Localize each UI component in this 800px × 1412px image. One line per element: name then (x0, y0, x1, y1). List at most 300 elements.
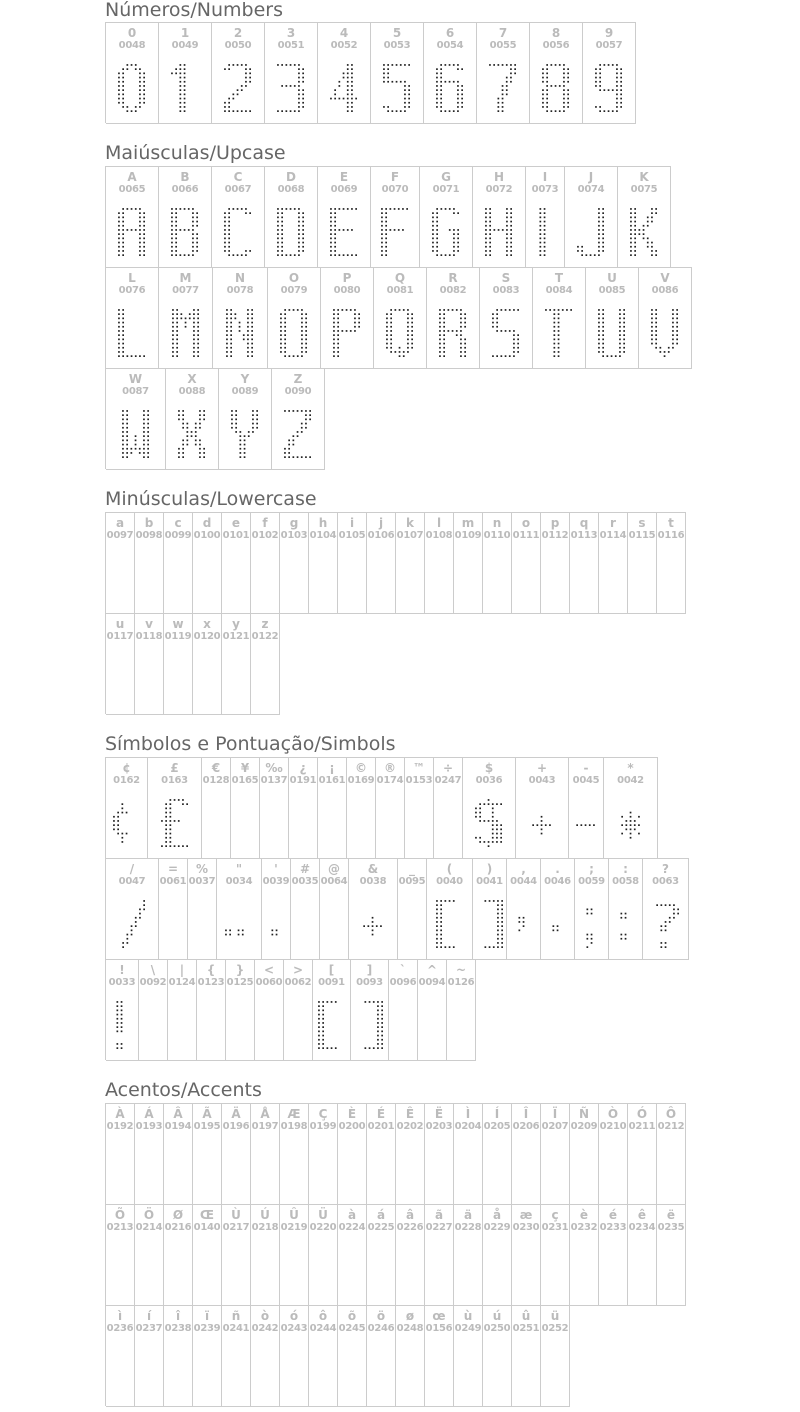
glyph-dot (598, 334, 600, 336)
glyph-char-label: ] (366, 963, 373, 977)
glyph-cell (396, 513, 425, 614)
glyph-dot (458, 229, 460, 231)
glyph-preview-empty (338, 553, 366, 607)
glyph-dot (252, 322, 254, 324)
glyph-dot (432, 212, 434, 214)
glyph-dot (664, 921, 666, 923)
glyph-dot (651, 343, 653, 345)
glyph-code-label: 0045 (572, 775, 600, 786)
glyph-dot (448, 330, 450, 332)
glyph-dot (490, 254, 492, 256)
glyph-dot (187, 439, 189, 441)
glyph-dot (237, 254, 239, 256)
glyph-dot (480, 841, 482, 843)
glyph-char-label: Ç (318, 1107, 328, 1121)
glyph-dot (118, 347, 120, 349)
glyph-char-label: ` (400, 963, 406, 977)
glyph-dot (444, 334, 446, 336)
glyph-dot (540, 208, 542, 210)
glyph-dot (303, 233, 305, 235)
glyph-dot (298, 98, 300, 100)
glyph-preview-empty (425, 553, 453, 607)
glyph-dot (475, 837, 477, 839)
glyph-preview-empty (193, 654, 221, 708)
glyph-code-label: 0200 (338, 1121, 366, 1132)
glyph-dot (310, 419, 312, 421)
glyph-dot (165, 803, 167, 805)
glyph-dot (338, 351, 340, 353)
glyph-dot (404, 98, 406, 100)
glyph-dot (193, 343, 195, 345)
glyph-dot (182, 845, 184, 847)
glyph-dot (169, 845, 171, 847)
glyph-dot (616, 98, 618, 100)
glyph-dot (383, 77, 385, 79)
glyph-dot (135, 208, 137, 210)
glyph-dot (195, 431, 197, 433)
glyph-dot (488, 820, 490, 822)
glyph-dot (121, 803, 123, 805)
glyph-char-label: Ø (172, 1208, 184, 1222)
glyph-dot (540, 229, 542, 231)
glyph-row (105, 1305, 570, 1406)
glyph-dot (547, 73, 549, 75)
glyph-cell (389, 960, 418, 1061)
glyph-dot (335, 225, 337, 227)
glyph-dot (480, 812, 482, 814)
glyph-dot (252, 427, 254, 429)
glyph-dot (621, 68, 623, 70)
glyph-dot (176, 355, 178, 357)
glyph-dot (437, 229, 439, 231)
glyph-dot (436, 921, 438, 923)
glyph-dot (123, 347, 125, 349)
glyph-dot (392, 64, 394, 66)
glyph-dot (400, 81, 402, 83)
glyph-dot (598, 347, 600, 349)
glyph-dot (176, 246, 178, 248)
glyph-dot (568, 89, 570, 91)
glyph-cell (367, 513, 396, 614)
glyph-char-label: ú (492, 1309, 502, 1323)
glyph-dot (192, 212, 194, 214)
glyph-cell (193, 1104, 222, 1205)
glyph-code-label: 0234 (628, 1222, 656, 1233)
glyph-dot (386, 233, 388, 235)
glyph-dot (126, 444, 128, 446)
glyph-preview-empty (389, 1000, 417, 1054)
glyph-dot (322, 1039, 324, 1041)
glyph-dot (131, 934, 133, 936)
glyph-dot (171, 212, 173, 214)
glyph-char-label: ü (550, 1309, 560, 1323)
glyph-dot (407, 313, 409, 315)
glyph-dot (465, 351, 467, 353)
glyph-dot (351, 110, 353, 112)
glyph-dot (184, 89, 186, 91)
glyph-cell (164, 1104, 193, 1205)
glyph-code-label: 0163 (161, 775, 188, 786)
glyph-dot (347, 81, 349, 83)
glyph-dot (298, 77, 300, 79)
glyph-code-label: 0112 (541, 530, 569, 541)
glyph-dot (436, 942, 438, 944)
glyph-dot (488, 841, 490, 843)
glyph-dot (603, 330, 605, 332)
glyph-cell (320, 859, 349, 960)
glyph-dot (339, 229, 341, 231)
glyph-dot (638, 824, 640, 826)
glyph-dot (453, 110, 455, 112)
glyph-dot (144, 225, 146, 227)
glyph-dot (643, 229, 645, 231)
glyph-dot (285, 330, 287, 332)
glyph-code-label: 0087 (122, 386, 149, 397)
glyph-dot (497, 355, 499, 357)
glyph-dot (303, 221, 305, 223)
glyph-dot (381, 221, 383, 223)
glyph-dot (490, 221, 492, 223)
glyph-dot (359, 313, 361, 315)
glyph-cell (512, 1306, 541, 1407)
glyph-dot (511, 242, 513, 244)
glyph-dot (391, 330, 393, 332)
glyph-cell (251, 1306, 280, 1407)
glyph-dot (131, 355, 133, 357)
glyph-dot (252, 355, 254, 357)
glyph-dot (289, 355, 291, 357)
glyph-code-label: 0075 (630, 184, 658, 195)
glyph-dot (192, 254, 194, 256)
glyph-cell (473, 859, 507, 960)
glyph-dot (672, 338, 674, 340)
glyph-dot (492, 812, 494, 814)
glyph-dot (386, 246, 388, 248)
glyph-dot (441, 106, 443, 108)
glyph-dot (484, 946, 486, 948)
glyph-dot (598, 212, 600, 214)
glyph-dot (139, 225, 141, 227)
glyph-dot (400, 110, 402, 112)
glyph-preview (272, 409, 324, 463)
glyph-dot (139, 93, 141, 95)
glyph-dot (412, 313, 414, 315)
glyph-dot (122, 439, 124, 441)
glyph-dot (399, 347, 401, 349)
glyph-char-label: W (128, 372, 143, 386)
glyph-code-label: 0054 (436, 40, 464, 51)
glyph-dot (123, 221, 125, 223)
glyph-cell (454, 1104, 483, 1205)
glyph-cell (599, 1104, 628, 1205)
glyph-cell (483, 1104, 512, 1205)
glyph-code-label: 0193 (135, 1121, 163, 1132)
glyph-dot (121, 1026, 123, 1028)
glyph-dot (195, 444, 197, 446)
glyph-dot (506, 233, 508, 235)
glyph-dot (197, 225, 199, 227)
glyph-dot (440, 929, 442, 931)
glyph-preview-empty (251, 1245, 279, 1299)
glyph-dot (180, 85, 182, 87)
glyph-dot (306, 351, 308, 353)
glyph-dot (407, 338, 409, 340)
glyph-dot (603, 309, 605, 311)
glyph-dot (616, 81, 618, 83)
glyph-dot (271, 929, 273, 931)
glyph-dot (294, 254, 296, 256)
glyph-dot (441, 110, 443, 112)
glyph-code-label: 0064 (320, 876, 348, 887)
glyph-dot (144, 355, 146, 357)
glyph-dot (552, 925, 554, 927)
glyph-cell (106, 513, 135, 614)
glyph-dot (247, 343, 249, 345)
glyph-dot (121, 833, 123, 835)
glyph-code-label: 0242 (251, 1323, 279, 1334)
glyph-dot (407, 347, 409, 349)
glyph-dot (241, 85, 243, 87)
glyph-char-label: 8 (551, 26, 561, 40)
glyph-dot (568, 73, 570, 75)
glyph-dot (621, 89, 623, 91)
glyph-dot (245, 208, 247, 210)
glyph-dot (139, 98, 141, 100)
glyph-preview-empty (231, 798, 259, 852)
glyph-dot (449, 254, 451, 256)
glyph-dot (547, 93, 549, 95)
glyph-dot (280, 347, 282, 349)
glyph-preview-empty (483, 553, 511, 607)
glyph-dot (484, 900, 486, 902)
glyph-dot (247, 313, 249, 315)
glyph-dot (343, 98, 345, 100)
glyph-preview (473, 899, 506, 953)
glyph-dot (252, 338, 254, 340)
glyph-cell (477, 23, 530, 124)
glyph-dot (489, 64, 491, 66)
glyph-cell (570, 1205, 599, 1306)
glyph-dot (441, 89, 443, 91)
glyph-char-label: K (639, 170, 649, 184)
glyph-dot (195, 427, 197, 429)
glyph-dot (501, 824, 503, 826)
glyph-dot (445, 208, 447, 210)
glyph-dot (354, 330, 356, 332)
glyph-cell (425, 513, 454, 614)
glyph-dot (199, 448, 201, 450)
glyph-dot (236, 427, 238, 429)
glyph-char-label: Y (240, 372, 250, 386)
glyph-dot (233, 208, 235, 210)
glyph-dot (386, 229, 388, 231)
glyph-dot (643, 233, 645, 235)
glyph-dot (176, 233, 178, 235)
glyph-dot (381, 225, 383, 227)
glyph-preview-empty (338, 1346, 366, 1400)
glyph-dot (199, 410, 201, 412)
glyph-dot (545, 309, 547, 311)
glyph-dot (359, 318, 361, 320)
glyph-dot (432, 250, 434, 252)
glyph-cell (427, 859, 473, 960)
glyph-dot (252, 318, 254, 320)
glyph-dot (118, 326, 120, 328)
glyph-dot (197, 338, 199, 340)
glyph-dot (590, 913, 592, 915)
glyph-preview-empty (106, 1144, 134, 1198)
glyph-code-label: 0066 (171, 184, 199, 195)
glyph-dot (204, 419, 206, 421)
glyph-dot (338, 355, 340, 357)
glyph-dot (257, 427, 259, 429)
glyph-dot (171, 233, 173, 235)
glyph-dot (668, 347, 670, 349)
glyph-char-label: ( (446, 862, 453, 876)
glyph-dot (436, 913, 438, 915)
glyph-dot (169, 841, 171, 843)
glyph-dot (635, 229, 637, 231)
glyph-code-label: 0121 (222, 631, 250, 642)
glyph-dot (672, 309, 674, 311)
glyph-dot (123, 233, 125, 235)
glyph-dot (197, 217, 199, 219)
glyph-dot (126, 439, 128, 441)
glyph-cell (166, 369, 219, 470)
glyph-preview-empty (164, 1144, 192, 1198)
glyph-dot (391, 322, 393, 324)
glyph-char-label: \ (150, 963, 156, 977)
glyph-dot (335, 1001, 337, 1003)
glyph-dot (303, 89, 305, 91)
glyph-cell (618, 167, 671, 268)
glyph-dot (497, 909, 499, 911)
glyph-dot (484, 803, 486, 805)
glyph-dot (436, 900, 438, 902)
glyph-dot (558, 326, 560, 328)
glyph-dot (123, 246, 125, 248)
glyph-dot (475, 816, 477, 818)
glyph-dot (277, 221, 279, 223)
glyph-dot (440, 946, 442, 948)
glyph-dot (333, 338, 335, 340)
glyph-dot (465, 347, 467, 349)
glyph-dot (412, 347, 414, 349)
glyph-code-label: 0226 (396, 1222, 424, 1233)
glyph-dot (139, 89, 141, 91)
glyph-code-label: 0199 (309, 1121, 337, 1132)
glyph-dot (224, 225, 226, 227)
glyph-code-label: 0071 (432, 184, 460, 195)
glyph-code-label: 0239 (193, 1323, 221, 1334)
glyph-dot (407, 330, 409, 332)
glyph-preview (420, 207, 472, 261)
glyph-dot (197, 322, 199, 324)
glyph-dot (169, 837, 171, 839)
glyph-dot (664, 942, 666, 944)
glyph-dot (250, 250, 252, 252)
glyph-code-label: 0119 (164, 631, 192, 642)
glyph-code-label: 0227 (425, 1222, 453, 1233)
glyph-dot (139, 68, 141, 70)
glyph-dot (176, 68, 178, 70)
glyph-dot (544, 217, 546, 219)
glyph-dot (130, 452, 132, 454)
glyph-char-label: Ã (202, 1107, 212, 1121)
glyph-dot (245, 81, 247, 83)
glyph-dot (544, 208, 546, 210)
glyph-dot (629, 828, 631, 830)
glyph-dot (236, 410, 238, 412)
glyph-dot (518, 921, 520, 923)
glyph-dot (624, 309, 626, 311)
glyph-code-label: 0110 (483, 530, 511, 541)
glyph-char-label: Æ (287, 1107, 301, 1121)
glyph-dot (298, 217, 300, 219)
glyph-dot (298, 233, 300, 235)
glyph-char-label: ì (117, 1309, 123, 1323)
glyph-dot (282, 64, 284, 66)
glyph-code-label: 0174 (376, 775, 404, 786)
glyph-dot (462, 98, 464, 100)
glyph-preview-empty (280, 553, 308, 607)
glyph-dot (436, 73, 438, 75)
glyph-dot (197, 326, 199, 328)
glyph-code-label: 0195 (193, 1121, 221, 1132)
glyph-char-label: ñ (231, 1309, 241, 1323)
glyph-dot (460, 338, 462, 340)
glyph-dot (412, 334, 414, 336)
glyph-dot (492, 820, 494, 822)
glyph-dot (118, 212, 120, 214)
glyph-dot (460, 309, 462, 311)
glyph-dot (293, 309, 295, 311)
glyph-dot (277, 64, 279, 66)
glyph-dot (224, 217, 226, 219)
glyph-dot (297, 431, 299, 433)
glyph-dot (598, 343, 600, 345)
glyph-dot (147, 448, 149, 450)
glyph-dot (122, 410, 124, 412)
glyph-dot (453, 900, 455, 902)
glyph-code-label: 0055 (489, 40, 517, 51)
glyph-dot (139, 73, 141, 75)
glyph-dot (187, 444, 189, 446)
glyph-code-label: 0191 (289, 775, 317, 786)
glyph-preview-empty (251, 1144, 279, 1198)
glyph-cell (425, 1104, 454, 1205)
glyph-dot (409, 93, 411, 95)
glyph-dot (237, 208, 239, 210)
glyph-code-label: 0082 (439, 285, 467, 296)
glyph-dot (176, 242, 178, 244)
glyph-dot (506, 242, 508, 244)
glyph-dot (392, 81, 394, 83)
glyph-dot (351, 85, 353, 87)
glyph-preview-empty (599, 1144, 627, 1198)
glyph-dot (147, 444, 149, 446)
glyph-dot (139, 448, 141, 450)
glyph-dot (460, 313, 462, 315)
glyph-code-label: 0070 (381, 184, 409, 195)
glyph-dot (123, 93, 125, 95)
glyph-dot (506, 64, 508, 66)
glyph-code-label: 0077 (172, 285, 199, 296)
glyph-preview-empty (405, 798, 433, 852)
glyph-dot (436, 904, 438, 906)
glyph-dot (339, 98, 341, 100)
glyph-dot (506, 229, 508, 231)
